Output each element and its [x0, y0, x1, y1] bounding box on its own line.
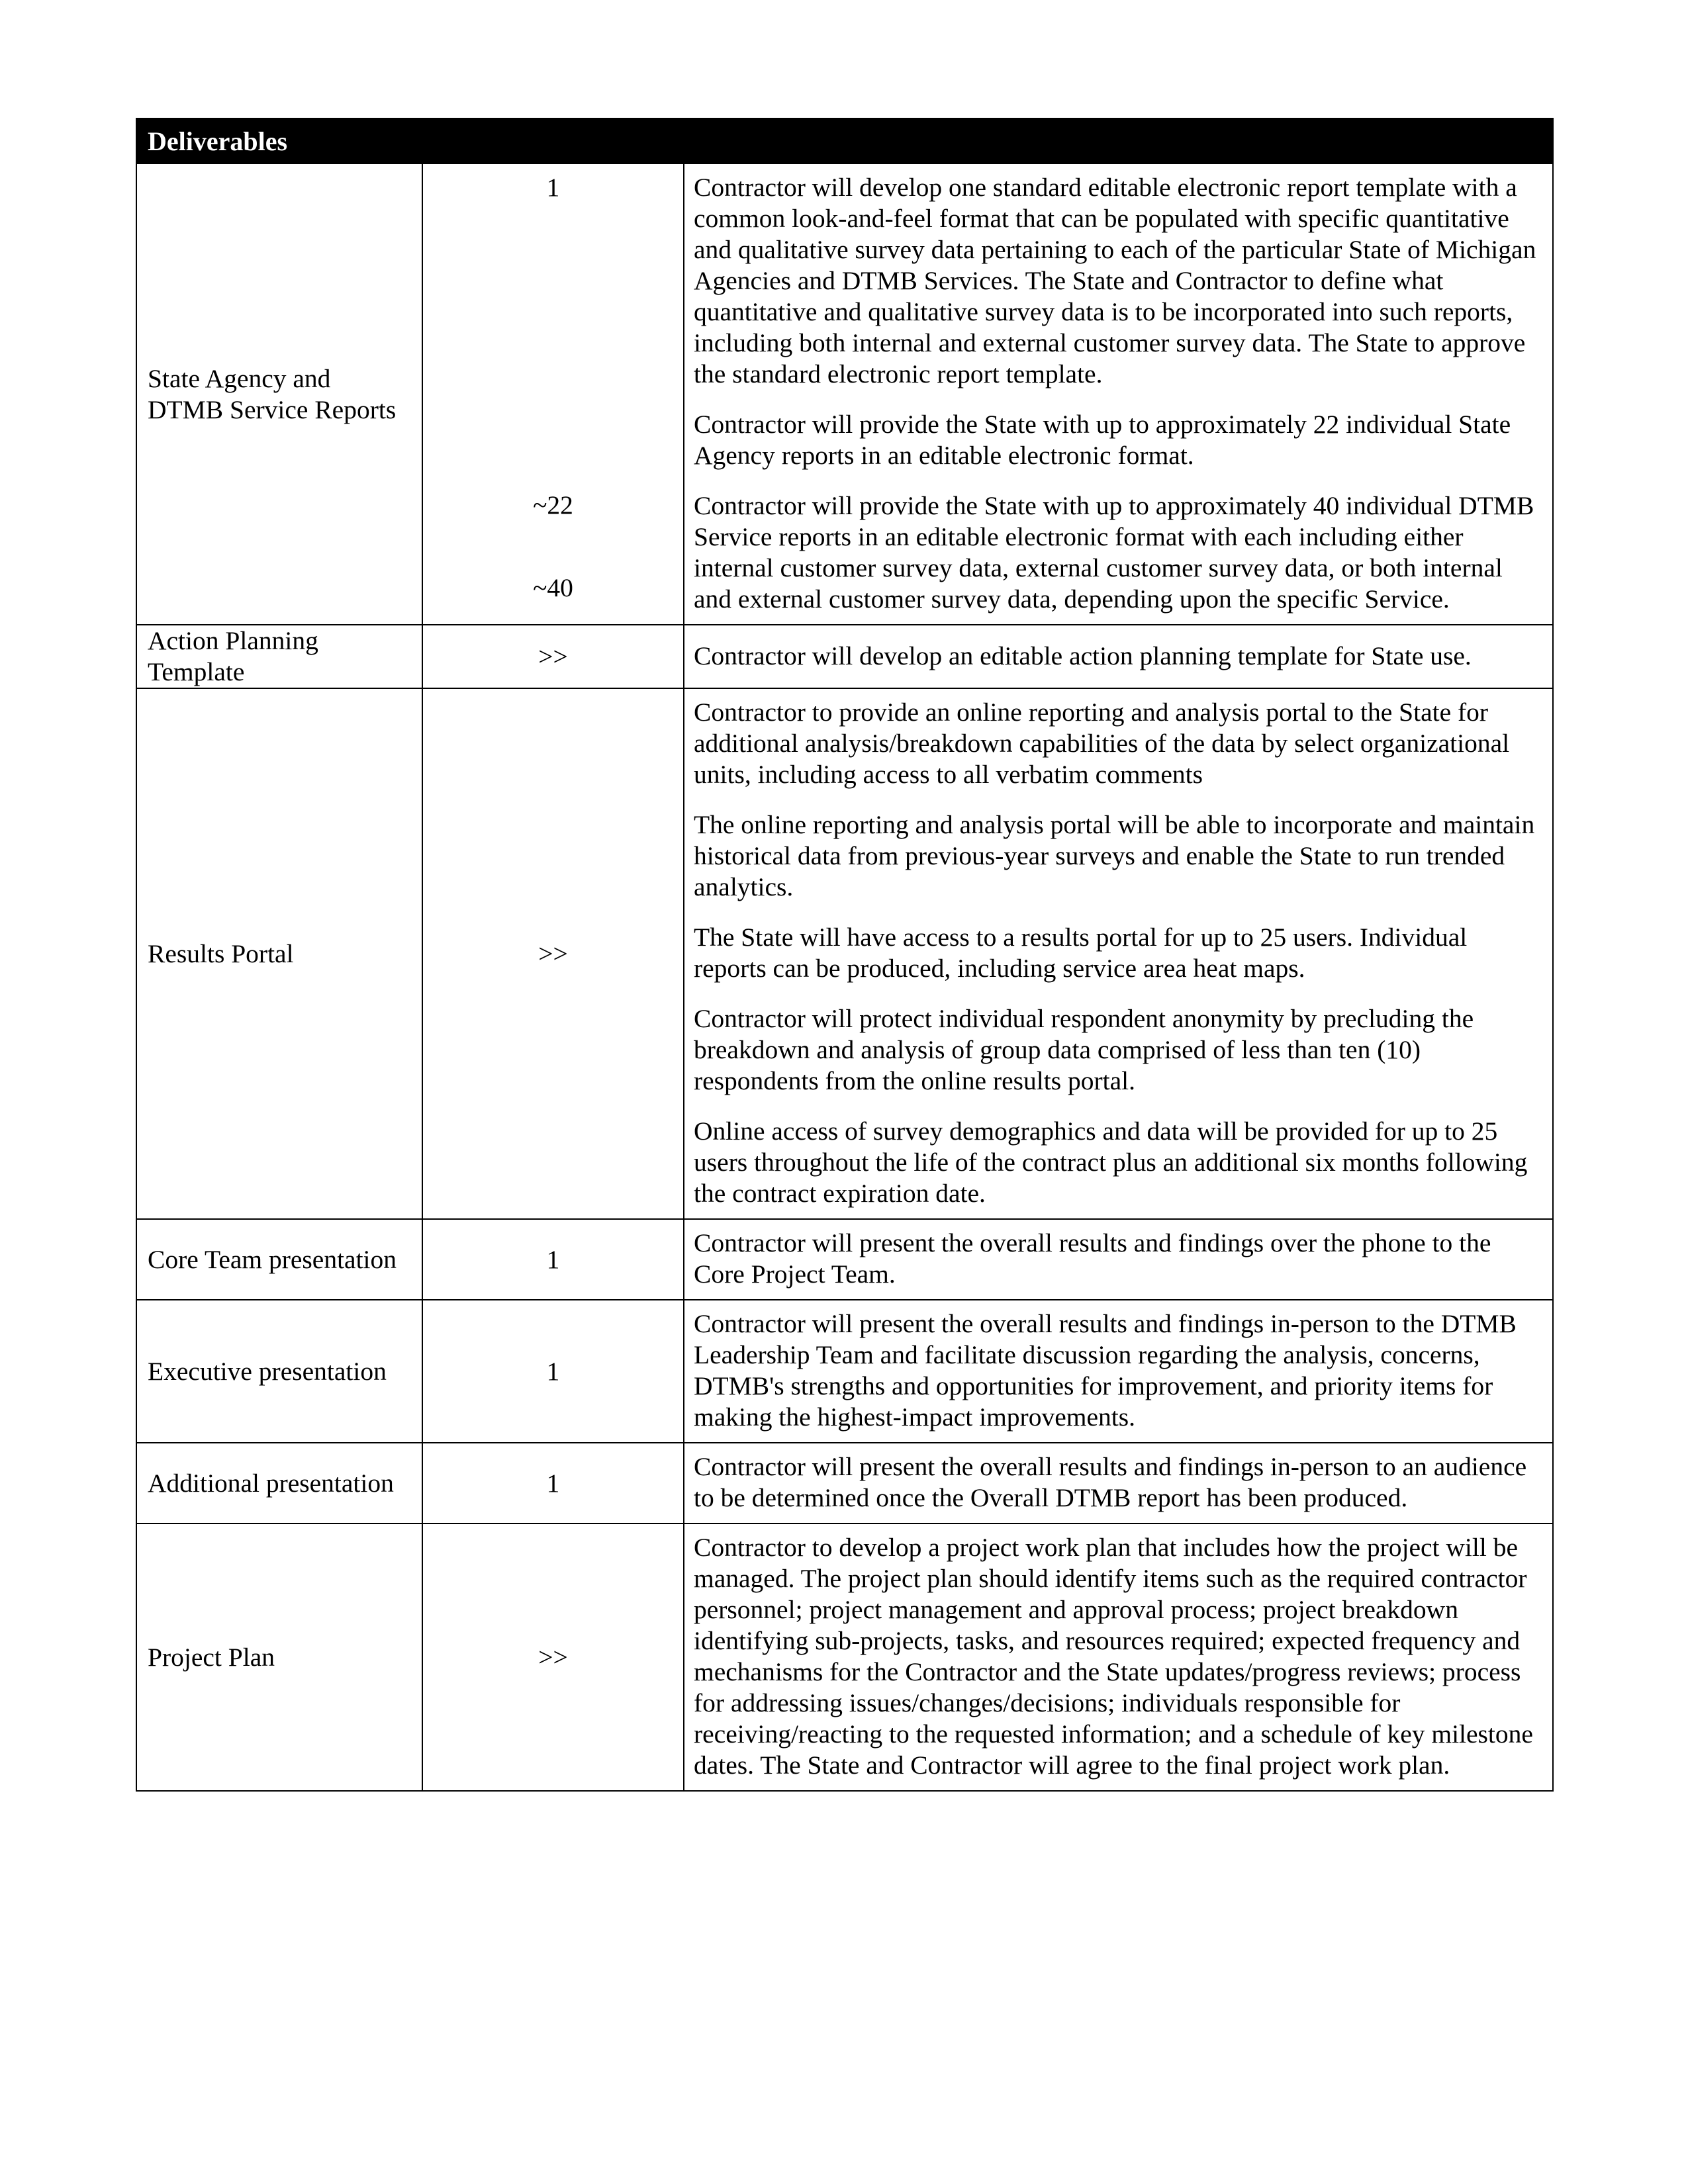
- description-paragraph: Contractor to provide an online reporting and analysis portal to the State for additional analysis/breakdown capabilities of the data by select organizational units, including access to all verbatim comments: [694, 698, 1510, 789]
- description-paragraph: Contractor will provide the State with up to approximately 22 individual State Agency reports in an editable electronic format.: [694, 410, 1511, 470]
- description-paragraph: Contractor will present the overall results and findings in-person to an audience to be determined once the Overall DTMB report has been produced.: [694, 1452, 1527, 1512]
- deliverable-quantity: >>: [422, 688, 684, 1219]
- quantity-value: ~22: [533, 490, 573, 520]
- deliverable-description: [684, 1524, 1553, 1791]
- description-paragraph: Contractor will provide the State with up to approximately 40 individual DTMB Service reports in an editable electronic format with each including either internal customer survey data, external customer survey data, or both internal and external customer survey data, depending upon the specific Service.: [694, 491, 1534, 614]
- table-row: [136, 1300, 1553, 1443]
- deliverable-description: [684, 625, 1553, 688]
- deliverable-name: State Agency and DTMB Service Reports: [136, 163, 422, 625]
- deliverable-description: [684, 1300, 1553, 1443]
- description-paragraph: Contractor will develop one standard editable electronic report template with a common look-and-feel format that can be populated with specific quantitative and qualitative survey data pertaining to each of the particular State of Michigan Agencies and DTMB Services. The State and Contractor to define what quantitative and qualitative survey data is to be incorporated into such reports, including both internal and external customer survey data. The State to approve the standard electronic report template.: [694, 173, 1536, 388]
- table-row: [136, 1524, 1553, 1791]
- description-paragraph: Contractor will develop an editable action planning template for State use.: [694, 641, 1472, 670]
- deliverable-quantity: 1: [422, 1219, 684, 1300]
- deliverable-name: Results Portal: [136, 688, 422, 1219]
- deliverable-description: [684, 688, 1553, 1219]
- deliverable-description: [684, 163, 1553, 625]
- deliverable-name: Executive presentation: [136, 1300, 422, 1443]
- table-row: [136, 163, 1553, 625]
- deliverable-quantity: >>: [422, 1524, 684, 1791]
- description-paragraph: Contractor will protect individual respondent anonymity by precluding the breakdown and analysis of group data comprised of less than ten (10) respondents from the online results portal.: [694, 1004, 1474, 1095]
- deliverable-quantity: >>: [422, 625, 684, 688]
- deliverable-name: Core Team presentation: [136, 1219, 422, 1300]
- description-paragraph: The State will have access to a results portal for up to 25 users. Individual reports can be produced, including service area heat maps.: [694, 923, 1468, 983]
- deliverables-table: [136, 118, 1554, 1792]
- description-paragraph: Contractor will present the overall results and findings over the phone to the Core Project Team.: [694, 1228, 1491, 1289]
- quantity-value: ~40: [533, 573, 573, 602]
- description-paragraph: Online access of survey demographics and data will be provided for up to 25 users throughout the life of the contract plus an additional six months following the contract expiration date.: [694, 1116, 1528, 1208]
- deliverable-description: [684, 1219, 1553, 1300]
- table-row: [136, 1443, 1553, 1524]
- deliverable-quantity: 1: [422, 1300, 684, 1443]
- description-paragraph: The online reporting and analysis portal will be able to incorporate and maintain historical data from previous-year surveys and enable the State to run trended analytics.: [694, 810, 1535, 901]
- table-row: [136, 1219, 1553, 1300]
- quantity-value: 1: [546, 173, 560, 202]
- table-row: [136, 625, 1553, 688]
- deliverable-name: Action Planning Template: [136, 625, 422, 688]
- description-paragraph: Contractor will present the overall results and findings in-person to the DTMB Leadership Team and facilitate discussion regarding the analysis, concerns, DTMB's strengths and opportunities for improvement, and priority items for making the highest-impact improvements.: [694, 1309, 1517, 1432]
- deliverable-quantity: 1: [422, 1443, 684, 1524]
- table-header-row: [136, 118, 1553, 163]
- deliverable-description: [684, 1443, 1553, 1524]
- table-row: [136, 688, 1553, 1219]
- description-paragraph: Contractor to develop a project work plan that includes how the project will be managed. The project plan should identify items such as the required contractor personnel; project management and approval process; project breakdown identifying sub-projects, tasks, and resources required; expected frequency and mechanisms for the Contractor and the State updates/progress reviews; process for addressing issues/changes/decisions; individuals responsible for receiving/reacting to the requested information; and a schedule of key milestone dates. The State and Contractor will agree to the final project work plan.: [694, 1533, 1533, 1780]
- deliverable-name: Additional presentation: [136, 1443, 422, 1524]
- deliverable-name: Project Plan: [136, 1524, 422, 1791]
- deliverable-quantity: [422, 163, 684, 625]
- table-header: Deliverables: [136, 118, 1553, 163]
